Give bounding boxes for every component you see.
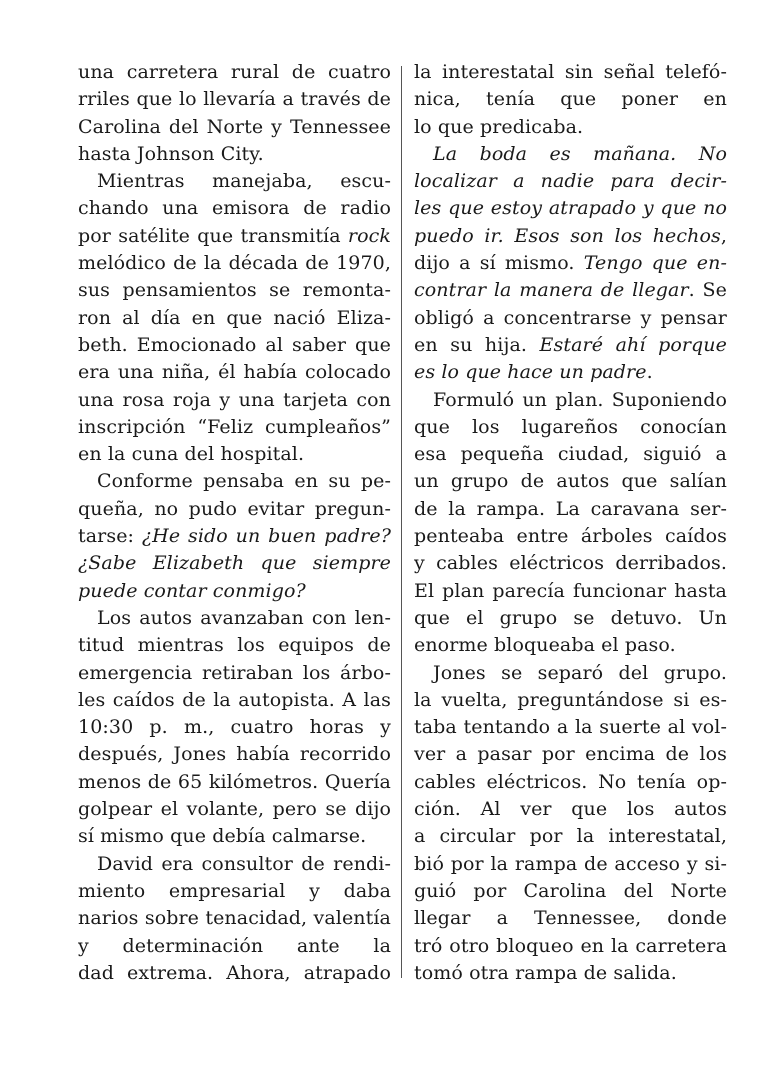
text-line: penteaba entre árboles caídos [414,525,727,548]
text-line: bió por la rampa de acceso y si- [414,852,727,875]
text-segment: . Se [688,279,727,302]
text-line [78,223,391,250]
italic-text: La boda es mañana. No [433,142,727,165]
italic-text: les que estoy atrapado y que no [414,197,727,220]
text-line: golpear el volante, pero se dijo [78,798,391,821]
text-line: lo que predicaba. [414,115,584,138]
text-line: que los lugareños conocían [414,415,727,438]
text-line [414,277,727,304]
text-line: nica, tenía que poner en [414,88,727,111]
left-column [78,59,391,987]
text-line: emergencia retiraban los árbo- [78,661,391,684]
text-line: dad extrema. Ahora, atrapado [78,961,391,984]
text-line: Conforme pensaba en su pe- [97,470,391,493]
text-line [414,141,727,168]
text-line: a circular por la interestatal, [414,825,727,848]
text-line: un grupo de autos que salían [414,470,727,493]
text-line: David era consultor de rendi- [97,852,391,875]
text-line: una rosa roja y una tarjeta con [78,388,391,411]
text-segment: en su hija. [414,333,540,356]
text-line: narios sobre tenacidad, valentía [78,907,391,930]
text-segment: . [646,361,653,384]
text-line: esa pequeña ciudad, siguió a [414,443,727,466]
text-line: cables eléctricos. No tenía op- [414,770,727,793]
text-line [414,359,727,386]
text-line: 10:30 p. m., cuatro horas y [78,716,391,739]
text-line: llegar a Tennessee, donde [414,907,727,930]
italic-text: ¿Sabe Elizabeth que siempre [78,552,391,575]
text-line: El plan parecía funcionar hasta [414,579,727,602]
italic-text: ¿He sido un buen padre? [141,525,391,548]
text-line [414,223,727,250]
text-line: después, Jones había recorrido [78,743,391,766]
text-line: ver a pasar por encima de los [414,743,727,766]
text-line: era una niña, él había colocado [78,361,391,384]
text-line: una carretera rural de cuatro [78,61,391,83]
text-line [78,523,391,550]
text-line: inscripción “Feliz cumpleaños” [78,415,391,438]
text-line: beth. Emocionado al saber que [78,333,391,356]
italic-text: rock [347,224,391,247]
text-line: Formuló un plan. Suponiendo [433,388,727,411]
text-line: les caídos de la autopista. A las [78,688,391,711]
italic-text: puedo ir. Esos son los hechos [414,224,721,247]
text-segment: dijo a sí mismo. [414,252,584,275]
text-line: ron al día en que nació Eliza- [78,306,391,329]
italic-text: Tengo que en- [583,252,727,275]
text-line: Mientras manejaba, escu- [97,170,391,193]
text-line: chando una emisora de radio [78,197,391,220]
text-line: la interestatal sin señal telefó- [414,61,727,83]
italic-text: contrar la manera de llegar [414,279,689,302]
text-line: y cables eléctricos derribados. [414,552,727,575]
text-line: tomó otra rampa de salida. [414,961,677,984]
text-line [414,250,727,277]
text-line: sus pensamientos se remonta- [78,279,391,302]
text-line: y determinación ante la [78,934,391,957]
text-line: menos de 65 kilómetros. Quería [78,770,391,793]
text-segment: tarse: [78,525,142,548]
text-line: obligó a concentrarse y pensar [414,306,727,329]
text-segment: , [720,224,727,247]
column-divider [401,66,402,978]
text-line: rriles que lo llevaría a través de [78,88,391,111]
text-line: que el grupo se detuvo. Un [414,606,727,629]
text-line: de la rampa. La caravana ser- [414,497,727,520]
text-line: hasta Johnson City. [78,142,264,165]
text-line: tró otro bloqueo en la carretera [414,934,727,957]
text-line: Carolina del Norte y Tennessee [78,115,391,138]
italic-text: puede contar conmigo? [78,579,306,602]
italic-text: es lo que hace un padre [414,361,647,384]
text-line: melódico de la década de 1970, [78,252,391,275]
text-line: ción. Al ver que los autos [414,798,727,821]
text-line [78,578,391,605]
text-line [414,168,727,195]
text-line: titud mientras los equipos de [78,634,391,657]
text-line: Jones se separó del grupo. [433,661,727,684]
text-line: miento empresarial y daba [78,879,391,902]
text-line: queña, no pudo evitar pregun- [78,497,391,520]
text-line: sí mismo que debía calmarse. [78,825,367,848]
text-line: enorme bloqueaba el paso. [414,634,676,657]
text-line: Los autos avanzaban con len- [97,606,391,629]
italic-text: Estaré ahí porque [539,333,727,356]
text-line: la vuelta, preguntándose si es- [414,688,727,711]
right-column [414,59,727,987]
text-line [414,332,727,359]
text-line: taba tentando a la suerte al vol- [414,716,727,739]
text-segment: por satélite que transmitía [78,224,348,247]
text-line: guió por Carolina del Norte [414,879,727,902]
text-line [414,195,727,222]
text-line [78,550,391,577]
italic-text: localizar a nadie para decir- [414,170,727,193]
text-line: en la cuna del hospital. [78,443,305,466]
